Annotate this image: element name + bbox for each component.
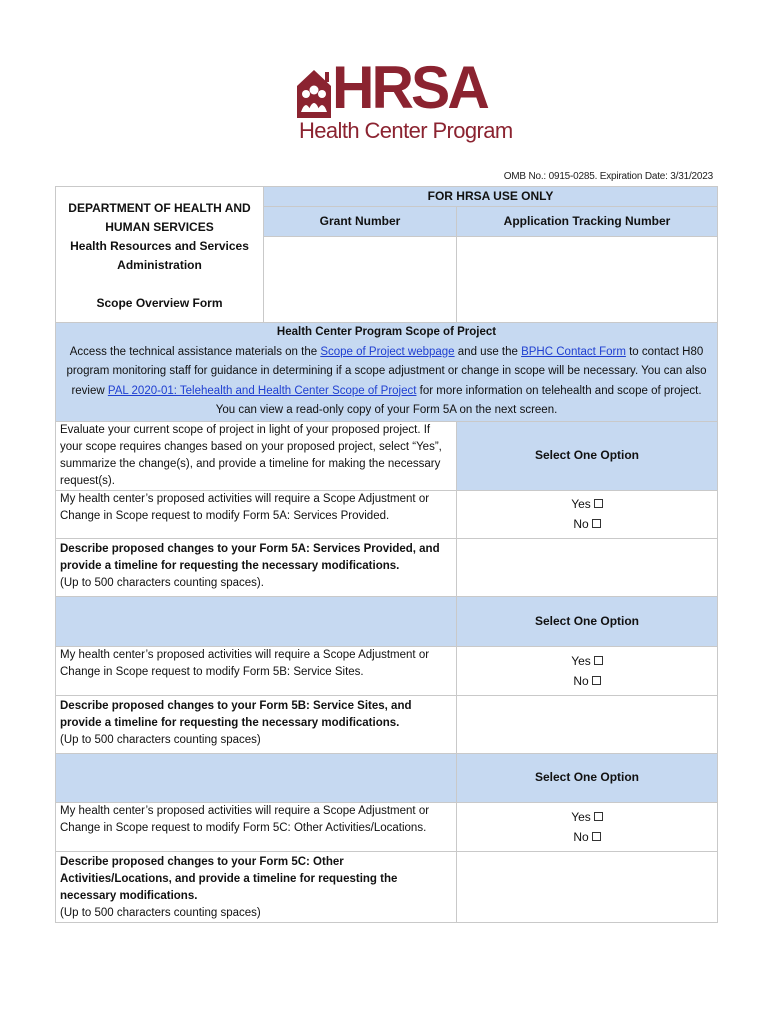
form5a-no-option[interactable]: No: [461, 514, 713, 534]
scope-section-title: Health Center Program Scope of Project: [276, 326, 497, 338]
logo-subtitle: Health Center Program: [299, 118, 513, 143]
select-one-option-label: Select One Option: [457, 753, 718, 802]
form5b-response-field[interactable]: [457, 695, 718, 753]
select-one-option-label: Select One Option: [457, 596, 718, 646]
checkbox-icon[interactable]: [594, 656, 603, 665]
form5b-describe-prompt: Describe proposed changes to your Form 5B: Service Sites, and provide a timeline for requesting the necessary modifications. (Up to 500 characters counting spaces): [56, 695, 457, 753]
form5c-yes-option[interactable]: Yes: [461, 807, 713, 827]
form5c-spacer: [56, 753, 457, 802]
logo-wordmark: HRSA: [332, 54, 487, 121]
select-one-option-label: Select One Option: [457, 421, 718, 490]
grant-number-field[interactable]: [264, 237, 457, 323]
form5c-question: My health center’s proposed activities will require a Scope Adjustment or Change in Scope request to modify Form 5C: Other Activities/Locations.: [56, 802, 457, 851]
scope-overview-form-table: [55, 186, 718, 923]
bphc-contact-form-link[interactable]: BPHC Contact Form: [521, 345, 626, 358]
form5c-no-option[interactable]: No: [461, 827, 713, 847]
agency-name: Health Resources and Services Administration: [70, 239, 249, 272]
form5c-describe-prompt: Describe proposed changes to your Form 5C: Other Activities/Locations, and provide a timeline for requesting the necessary modifications. (Up to 500 characters counting spaces): [56, 851, 457, 922]
grant-number-label: Grant Number: [264, 207, 457, 237]
checkbox-icon[interactable]: [592, 676, 601, 685]
form5a-note: You can view a read-only copy of your Form 5A on the next screen.: [215, 404, 558, 416]
form5b-yes-no: [457, 646, 718, 695]
checkbox-icon[interactable]: [592, 519, 601, 528]
form5b-question: My health center’s proposed activities will require a Scope Adjustment or Change in Scope request to modify Form 5B: Service Sites.: [56, 646, 457, 695]
checkbox-icon[interactable]: [594, 499, 603, 508]
pal-telehealth-link[interactable]: PAL 2020-01: Telehealth and Health Center Scope of Project: [107, 384, 417, 397]
hrsa-use-only-heading: FOR HRSA USE ONLY: [264, 187, 718, 207]
form5a-yes-no: [457, 490, 718, 538]
omb-notice: OMB No.: 0915-0285. Expiration Date: 3/31/2023: [503, 171, 713, 182]
form-name: Scope Overview Form: [96, 296, 223, 310]
form5a-describe-prompt: Describe proposed changes to your Form 5A: Services Provided, and provide a timeline for requesting the necessary modifications. (Up to 500 characters counting spaces).: [56, 538, 457, 596]
form5b-no-option[interactable]: No: [461, 671, 713, 691]
scope-info-block: [56, 323, 718, 422]
checkbox-icon[interactable]: [594, 812, 603, 821]
hrsa-logo: [297, 54, 513, 150]
form5c-yes-no: [457, 802, 718, 851]
department-block: [56, 187, 264, 323]
form5b-yes-option[interactable]: Yes: [461, 651, 713, 671]
scope-guidance-text: Access the technical assistance materials on the Scope of Project webpage and use the BPHC Contact Form to contact H80 program monitoring staff for guidance in determining if a scope adjustment or change in scope will be necessary. You can also review PAL 2020-01: Telehealth and Health Center Scope of Project for more information on telehealth and scope of project.: [66, 345, 707, 397]
form5b-spacer: [56, 596, 457, 646]
form5a-yes-option[interactable]: Yes: [461, 494, 713, 514]
tracking-number-label: Application Tracking Number: [457, 207, 718, 237]
tracking-number-field[interactable]: [457, 237, 718, 323]
form5a-question: My health center’s proposed activities will require a Scope Adjustment or Change in Scope request to modify Form 5A: Services Provided.: [56, 490, 457, 538]
department-name: DEPARTMENT OF HEALTH AND HUMAN SERVICES: [68, 201, 251, 234]
instructions-text: Evaluate your current scope of project in light of your proposed project. If your scope requires changes based on your proposed project, select “Yes”, summarize the change(s), and provide a timeline for making the necessary request(s).: [56, 421, 457, 490]
checkbox-icon[interactable]: [592, 832, 601, 841]
form5c-response-field[interactable]: [457, 851, 718, 922]
house-people-icon: [297, 68, 331, 118]
form5a-response-field[interactable]: [457, 538, 718, 596]
scope-of-project-link[interactable]: Scope of Project webpage: [320, 345, 455, 358]
